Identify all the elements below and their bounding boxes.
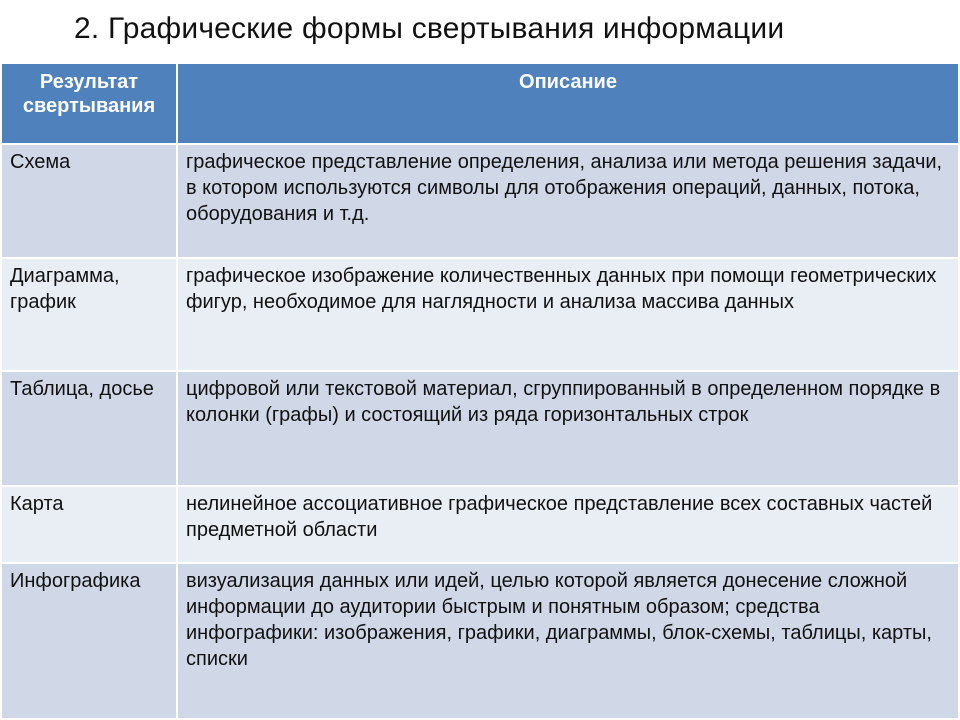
table-row [2, 258, 958, 370]
row-description: нелинейное ассоциативное графическое представление всех составных частей предметной области [177, 486, 958, 563]
info-table [2, 64, 958, 718]
table-header-row [2, 64, 958, 144]
row-term: Таблица, досье [2, 371, 177, 486]
row-description: графическое изображение количественных данных при помощи геометрических фигур, необходимое для наглядности и анализа массива данных [177, 258, 958, 370]
slide-title: 2. Графические формы свертывания информации [74, 12, 785, 45]
row-description: визуализация данных или идей, целью которой является донесение сложной информации до аудитории быстрым и понятным образом; средства инфографики: изображения, графики, диаграммы, блок-схемы, таблицы, карты, списки [177, 563, 958, 718]
info-table-container [2, 64, 958, 718]
header-description: Описание [177, 64, 958, 144]
row-term: Инфографика [2, 563, 177, 718]
table-row [2, 563, 958, 718]
row-term: Схема [2, 144, 177, 258]
table-row [2, 371, 958, 486]
row-term: Карта [2, 486, 177, 563]
table-row [2, 486, 958, 563]
row-description: цифровой или текстовой материал, сгруппированный в определенном порядке в колонки (графы) и состоящий из ряда горизонтальных строк [177, 371, 958, 486]
row-description: графическое представление определения, анализа или метода решения задачи, в котором используются символы для отображения операций, данных, потока, оборудования и т.д. [177, 144, 958, 258]
row-term: Диаграмма, график [2, 258, 177, 370]
table-row [2, 144, 958, 258]
header-result: Результат свертывания [2, 64, 177, 144]
